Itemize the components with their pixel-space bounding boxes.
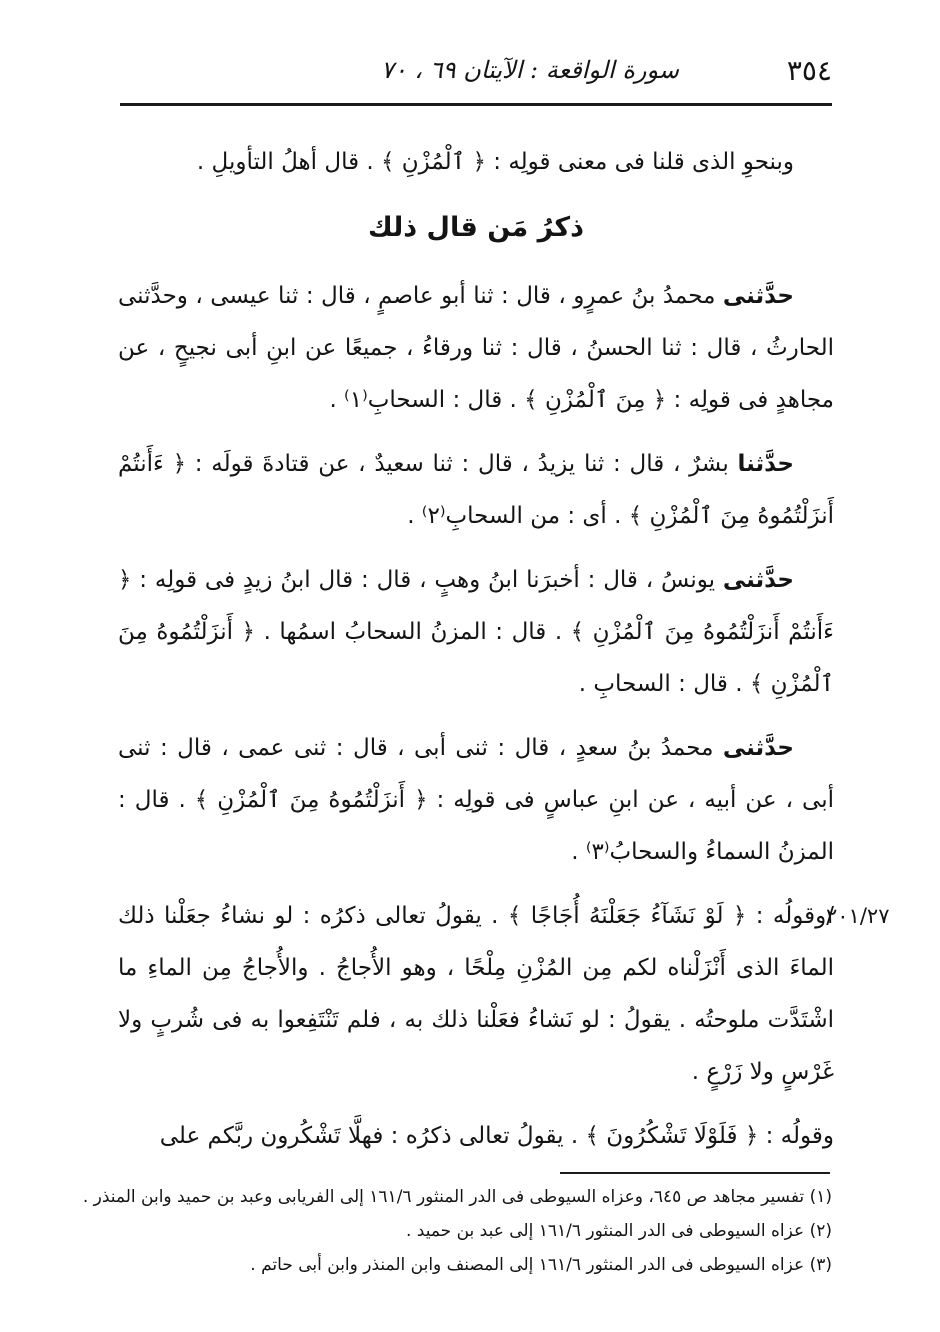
paragraph-narration-4 [118,722,834,878]
paragraph-narration-1 [118,270,834,426]
narration-lead: حدَّثنى [722,567,794,593]
paragraph-intro: وبنحوِ الذى قلنا فى معنى قولِه : ﴿ ٱلْمُزْنِ ﴾ . قال أهلُ التأويلِ . [196,149,794,175]
page-number: ٣٥٤ [786,54,832,87]
margin-reference: ٢٠١/٢٧ [826,904,890,928]
paragraph-commentary-2: وقولُه : ﴿ فَلَوْلَا تَشْكُرُونَ ﴾ . يقولُ تعالى ذكرُه : فهلَّا تَشْكُرون ربَّكم على [159,1123,834,1149]
section-heading: ذكرُ مَن قال ذلك [368,212,584,243]
narration-lead: حدَّثنا [737,451,794,477]
header-rule [120,103,832,106]
narration-lead: حدَّثنى [722,735,794,761]
paragraph-commentary-1: /وقولُه : ﴿ لَوْ نَشَآءُ جَعَلْنَهُ أُجَاجًا ﴾ . يقولُ تعالى ذكرُه : لو نشاءُ جعَلْنا ذلك الماءَ الذى أَنْزَلْناه لكم مِن المُزْنِ مِلْحًا ، وهو الأُجاجُ . والأُجاجُ مِن الماءِ ما اشْتَدَّت ملوحتُه . يقولُ : لو نَشاءُ فعَلْنا ذلك به ، فلم تَنْتَفِعوا به فى شُربٍ ولا غَرْسٍ ولا زَرْعٍ . [118,903,834,1085]
paragraph-narration-3 [118,554,834,710]
main-text [118,136,834,1174]
narration-text: يونسُ ، قال : أخبرَنا ابنُ وهبٍ ، قال : قال ابنُ زيدٍ فى قولِه : ﴿ ءَأَنتُمْ أَنزَلْتُمُوهُ مِنَ ٱلْمُزْنِ ﴾ . قال : المزنُ السحابُ اسمُها . ﴿ أَنزَلْتُمُوهُ مِنَ ٱلْمُزْنِ ﴾ . قال : السحابِ . [118,567,834,697]
running-title: سورة الواقعة : الآيتان ٦٩ ، ٧٠ [380,56,680,84]
page-header [120,48,832,106]
narration-lead: حدَّثنى [722,283,794,309]
narration-text: بشرٌ ، قال : ثنا يزيدُ ، قال : ثنا سعيدٌ ، عن قتادةَ قولَه : ﴿ ءَأَنتُمْ أَنزَلْتُمُوهُ مِنَ ٱلْمُزْنِ ﴾ . أى : من السحابِ⁽٢⁾ . [118,451,834,529]
footnote-rule [560,1172,830,1174]
narration-text: محمدُ بنُ سعدٍ ، قال : ثنى أبى ، قال : ثنى عمى ، قال : ثنى أبى ، عن أبيه ، عن ابنِ عباسٍ فى قولِه : ﴿ أَنزَلْتُمُوهُ مِنَ ٱلْمُزْنِ ﴾ . قال : المزنُ السماءُ والسحابُ⁽٣⁾ . [118,735,834,865]
paragraph-narration-2 [118,438,834,542]
footnote-2: (٢) عزاه السيوطى فى الدر المنثور ١٦١/٦ إلى عبد بن حميد . [405,1221,832,1241]
footnotes [82,1180,832,1282]
narration-text: محمدُ بنُ عمرٍو ، قال : ثنا أبو عاصمٍ ، قال : ثنا عيسى ، وحدَّثنى الحارثُ ، قال : ثنا الحسنُ ، قال : ثنا ورقاءُ ، جميعًا عن ابنِ أبى نجيحٍ ، عن مجاهدٍ فى قولِه : ﴿ مِنَ ٱلْمُزْنِ ﴾ . قال : السحابِ⁽١⁾ . [118,283,834,413]
footnote-1: (١) تفسير مجاهد ص ٦٤٥، وعزاه السيوطى فى الدر المنثور ١٦١/٦ إلى الفريابى وعبد بن حميد وابن المنذر . [82,1187,832,1207]
footnote-3: (٣) عزاه السيوطى فى الدر المنثور ١٦١/٦ إلى المصنف وابن المنذر وابن أبى حاتم . [250,1255,832,1275]
